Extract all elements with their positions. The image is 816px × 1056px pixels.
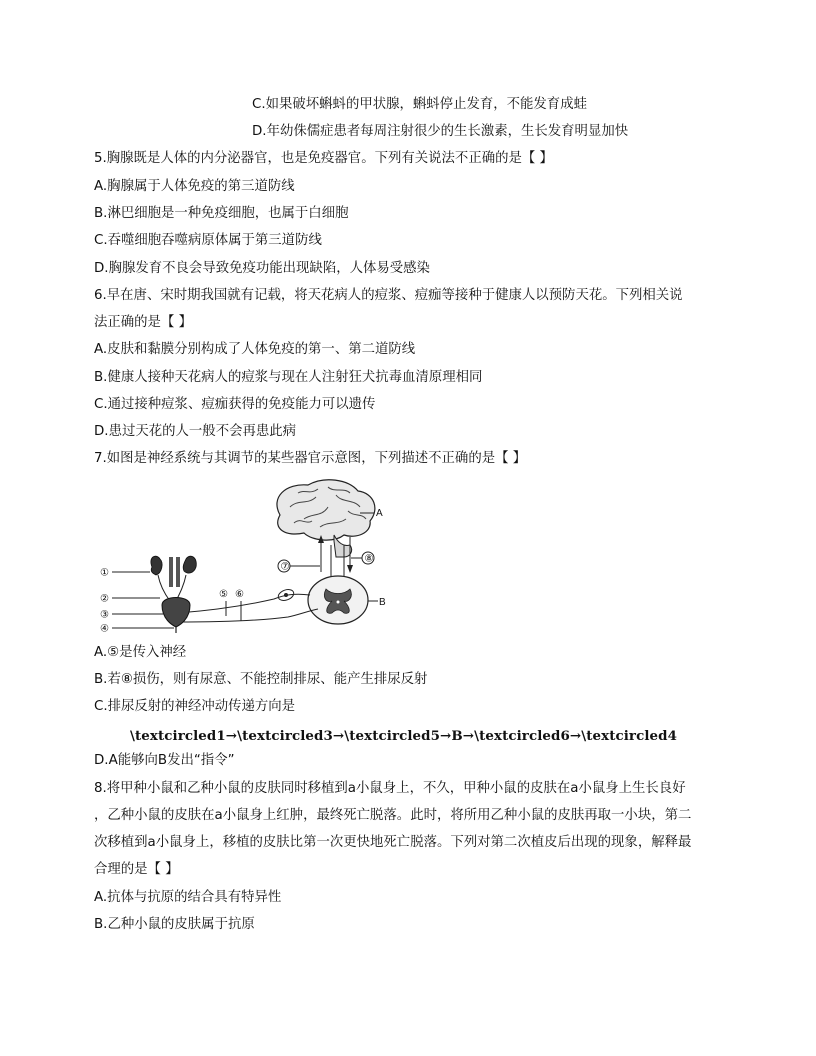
q7-option-b: B.若⑧损伤，则有尿意、不能控制排尿、能产生排尿反射 <box>94 672 428 687</box>
spinal-cord-section <box>308 576 368 624</box>
q5-option-d: D.胸腺发育不良会导致免疫功能出现缺陷，人体易受感染 <box>94 261 430 276</box>
q7-option-d: D.A能够向B发出“指令” <box>94 753 235 768</box>
q7-option-c-formula: \textcircled1→\textcircled3→\textcircled5→B→\textcircled6→\textcircled4 <box>130 728 678 744</box>
q5-option-c: C.吞噬细胞吞噬病原体属于第三道防线 <box>94 233 322 248</box>
q8-option-a: A.抗体与抗原的结合具有特异性 <box>94 890 282 905</box>
q4-option-d: D.年幼侏儒症患者每周注射很少的生长激素，生长发育明显加快 <box>252 124 629 139</box>
label-2: ② <box>100 593 109 605</box>
label-4: ④ <box>100 623 109 635</box>
label-1: ① <box>100 567 109 579</box>
q5-option-a: A.胸腺属于人体免疫的第三道防线 <box>94 179 295 194</box>
label-3: ③ <box>100 609 109 621</box>
q7-stem: 7.如图是神经系统与其调节的某些器官示意图，下列描述不正确的是【 】 <box>94 451 527 466</box>
q6-option-c: C.通过接种痘浆、痘痂获得的免疫能力可以遗传 <box>94 397 376 412</box>
q8-option-b: B.乙种小鼠的皮肤属于抗原 <box>94 917 255 932</box>
label-8: ⑧ <box>364 553 374 565</box>
q6-stem-line2: 法正确的是【 】 <box>94 315 192 330</box>
q8-stem-line4: 合理的是【 】 <box>94 862 179 877</box>
label-6: ⑥ <box>235 589 244 600</box>
q8-stem-line3: 次移植到a小鼠身上，移植的皮肤比第一次更快地死亡脱落。下列对第二次植皮后出现的现象，解释最 <box>94 835 692 850</box>
q6-option-a: A.皮肤和黏膜分别构成了人体免疫的第一、第二道防线 <box>94 342 416 357</box>
q5-stem: 5.胸腺既是人体的内分泌器官，也是免疫器官。下列有关说法不正确的是【 】 <box>94 151 553 166</box>
q7-option-a: A.⑤是传入神经 <box>94 645 187 660</box>
q5-option-b: B.淋巴细胞是一种免疫细胞，也属于白细胞 <box>94 206 349 221</box>
q6-stem-line1: 6.早在唐、宋时期我国就有记载，将天花病人的痘浆、痘痂等接种于健康人以预防天花。下列相关说 <box>94 288 683 303</box>
brain-illustration <box>277 480 375 557</box>
q8-stem-line2: ，乙种小鼠的皮肤在a小鼠身上红肿，最终死亡脱落。此时，将所用乙种小鼠的皮肤再取一小块，第二 <box>94 808 692 823</box>
q6-option-d: D.患过天花的人一般不会再患此病 <box>94 424 297 439</box>
label-b: B <box>379 597 386 608</box>
nervous-system-diagram <box>98 477 398 637</box>
q7-option-c: C.排尿反射的神经冲动传递方向是 <box>94 699 296 714</box>
q6-option-b: B.健康人接种天花病人的痘浆与现在人注射狂犬抗毒血清原理相同 <box>94 370 483 385</box>
label-5: ⑤ <box>219 589 228 600</box>
label-a: A <box>376 508 383 519</box>
q4-option-c: C.如果破坏蝌蚪的甲状腺，蝌蚪停止发育，不能发育成蛙 <box>252 97 587 112</box>
q8-stem-line1: 8.将甲种小鼠和乙种小鼠的皮肤同时移植到a小鼠身上，不久，甲种小鼠的皮肤在a小鼠身上生长良好 <box>94 781 686 796</box>
label-7: ⑦ <box>280 561 290 573</box>
